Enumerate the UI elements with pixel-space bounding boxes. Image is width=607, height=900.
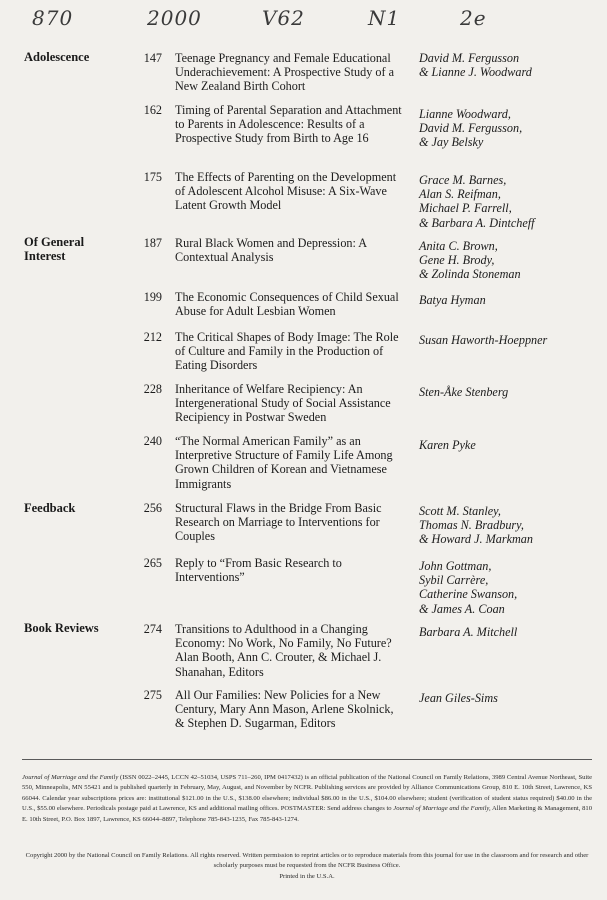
article-title[interactable]: Reply to “From Basic Research to Interventions” [175,556,342,585]
handwritten-note: V62 [262,6,305,30]
article-title[interactable]: Structural Flaws in the Bridge From Basic Research on Marriage to Interventions for Couples [175,501,382,544]
section-heading-general-interest: Of General Interest [24,235,85,263]
article-title[interactable]: Timing of Parental Separation and Attachment to Parents in Adolescence: Results of a Prospective Study from Birth to Age 16 [175,103,402,146]
author: Karen Pyke [419,438,476,452]
author: & Jay Belsky [419,135,484,150]
page-number: 147 [143,51,162,65]
author: & Howard J. Markman [419,532,533,547]
article-authors [419,504,589,547]
author: Sten-Åke Stenberg [419,385,509,399]
printed-in: Printed in the U.S.A. [279,872,335,880]
article-title[interactable]: The Critical Shapes of Body Image: The Role of Culture and Family in the Production of Eating Disorders [175,330,399,373]
author: David M. Fergusson [419,51,520,65]
article-authors [419,625,589,639]
author: Grace M. Barnes, [419,173,507,187]
section-heading-feedback: Feedback [24,501,76,515]
article-title[interactable]: Inheritance of Welfare Recipiency: An Intergenerational Study of Social Assistance Recipiency in Postwar Sweden [175,382,391,425]
page-number: 274 [143,622,162,636]
handwritten-note: N1 [368,6,401,30]
handwritten-note: 2e [460,6,487,30]
page-number: 240 [143,434,162,448]
page-number: 256 [143,501,162,515]
article-authors [419,293,589,307]
article-title[interactable]: The Effects of Parenting on the Development of Adolescent Alcohol Misuse: A Six-Wave Latent Growth Model [175,170,397,213]
author: & James A. Coan [419,601,505,616]
article-title[interactable]: Transitions to Adulthood in a Changing Economy: No Work, No Family, No Future? Alan Booth, Ann C. Crouter, & Michael J. Shanahan, Editors [175,622,392,679]
author: Scott M. Stanley, [419,504,501,518]
page-number: 275 [143,688,162,702]
page-number: 265 [143,556,162,570]
journal-name: Journal of Marriage and the Family [22,774,119,781]
article-authors [419,385,589,399]
article-authors [419,173,589,230]
article-authors [419,239,589,282]
copyright-text: Copyright 2000 by the National Council on Family Relations. All rights reserved. Written permission to reprint articles or to reproduce materials from this journal for use in the classroom and for research and other scholarly purposes must be requested from the NCFR Business Office. [25,852,589,870]
article-title[interactable]: Teenage Pregnancy and Female Educational Underachievement: A Prospective Study of a New Zealand Birth Cohort [175,51,394,94]
publication-notice [22,773,592,825]
page-number: 175 [143,170,162,184]
article-authors [419,691,589,705]
author: Anita C. Brown, [419,239,498,253]
article-title[interactable]: Rural Black Women and Depression: A Contextual Analysis [175,236,367,265]
page-number: 162 [143,103,162,117]
handwritten-note: 2000 [147,6,202,30]
author: Thomas N. Bradbury, [419,518,524,533]
author: & Barbara A. Dintcheff [419,215,535,230]
author: Batya Hyman [419,293,486,307]
copyright-notice [22,851,592,882]
author: Alan S. Reifman, [419,187,501,202]
author: Sybil Carrère, [419,573,489,588]
author: Jean Giles-Sims [419,691,498,705]
section-heading-adolescence: Adolescence [24,50,90,64]
author: Barbara A. Mitchell [419,625,518,639]
section-heading-book-reviews: Book Reviews [24,621,99,635]
author: Gene H. Brody, [419,253,495,268]
author: Catherine Swanson, [419,587,518,602]
author: John Gottman, [419,559,492,573]
notice-text: (ISSN 0022–2445, LCCN 42–51034, USPS 711–260, IPM 0417432) is an official publication of the National Council on Family Relations, 3989 Central Avenue Northeast, Suite 550, Minneapolis, MN 55421 and is published quarterly in February, May, August, and November by NCFR. Publishing services are provided by Alliance Communications Group, 810 E. 10th Street, Lawrence, KS 66044. Calendar year subscriptions prices are: institutional $121.00 in the U.S., $138.00 elsewhere; individual $86.00 in the U.S., $104.00 elsewhere; student (verification of student status required) $40.00 in the U.S., $55.00 elsewhere. Periodicals postage paid at Lawrence, KS and additional mailing offices. POSTMASTER: Send address changes to [22,774,593,813]
author: & Lianne J. Woodward [419,65,532,80]
article-title[interactable]: All Our Families: New Policies for a New Century, Mary Ann Mason, Arlene Skolnick, & Stephen D. Sugarman, Editors [175,688,394,731]
author: David M. Fergusson, [419,121,523,136]
journal-name: Journal of Marriage and the Family, [393,805,491,813]
handwritten-note: 870 [32,6,74,30]
article-authors [419,107,589,150]
page-number: 212 [143,330,162,344]
article-authors [419,51,589,79]
article-title[interactable]: The Economic Consequences of Child Sexual Abuse for Adult Lesbian Women [175,290,399,319]
page-number: 187 [143,236,162,250]
author: Michael P. Farrell, [419,201,512,216]
divider [22,759,592,760]
page-number: 199 [143,290,162,304]
article-authors [419,559,589,616]
author: & Zolinda Stoneman [419,267,521,282]
notice-text: Allen Marketing & Management, 810 E. 10th Street, P.O. Box 1897, Lawrence, KS 66044–8897, Telephone 785-843-1235, Fax 785-843-1274. [22,805,592,823]
article-title[interactable]: “The Normal American Family” as an Interpretive Structure of Family Life Among Grown Children of Korean and Vietnamese Immigrants [175,434,393,491]
author: Susan Haworth-Hoeppner [419,333,548,347]
page-number: 228 [143,382,162,396]
article-authors [419,438,589,452]
article-authors [419,333,589,347]
author: Lianne Woodward, [419,107,511,121]
